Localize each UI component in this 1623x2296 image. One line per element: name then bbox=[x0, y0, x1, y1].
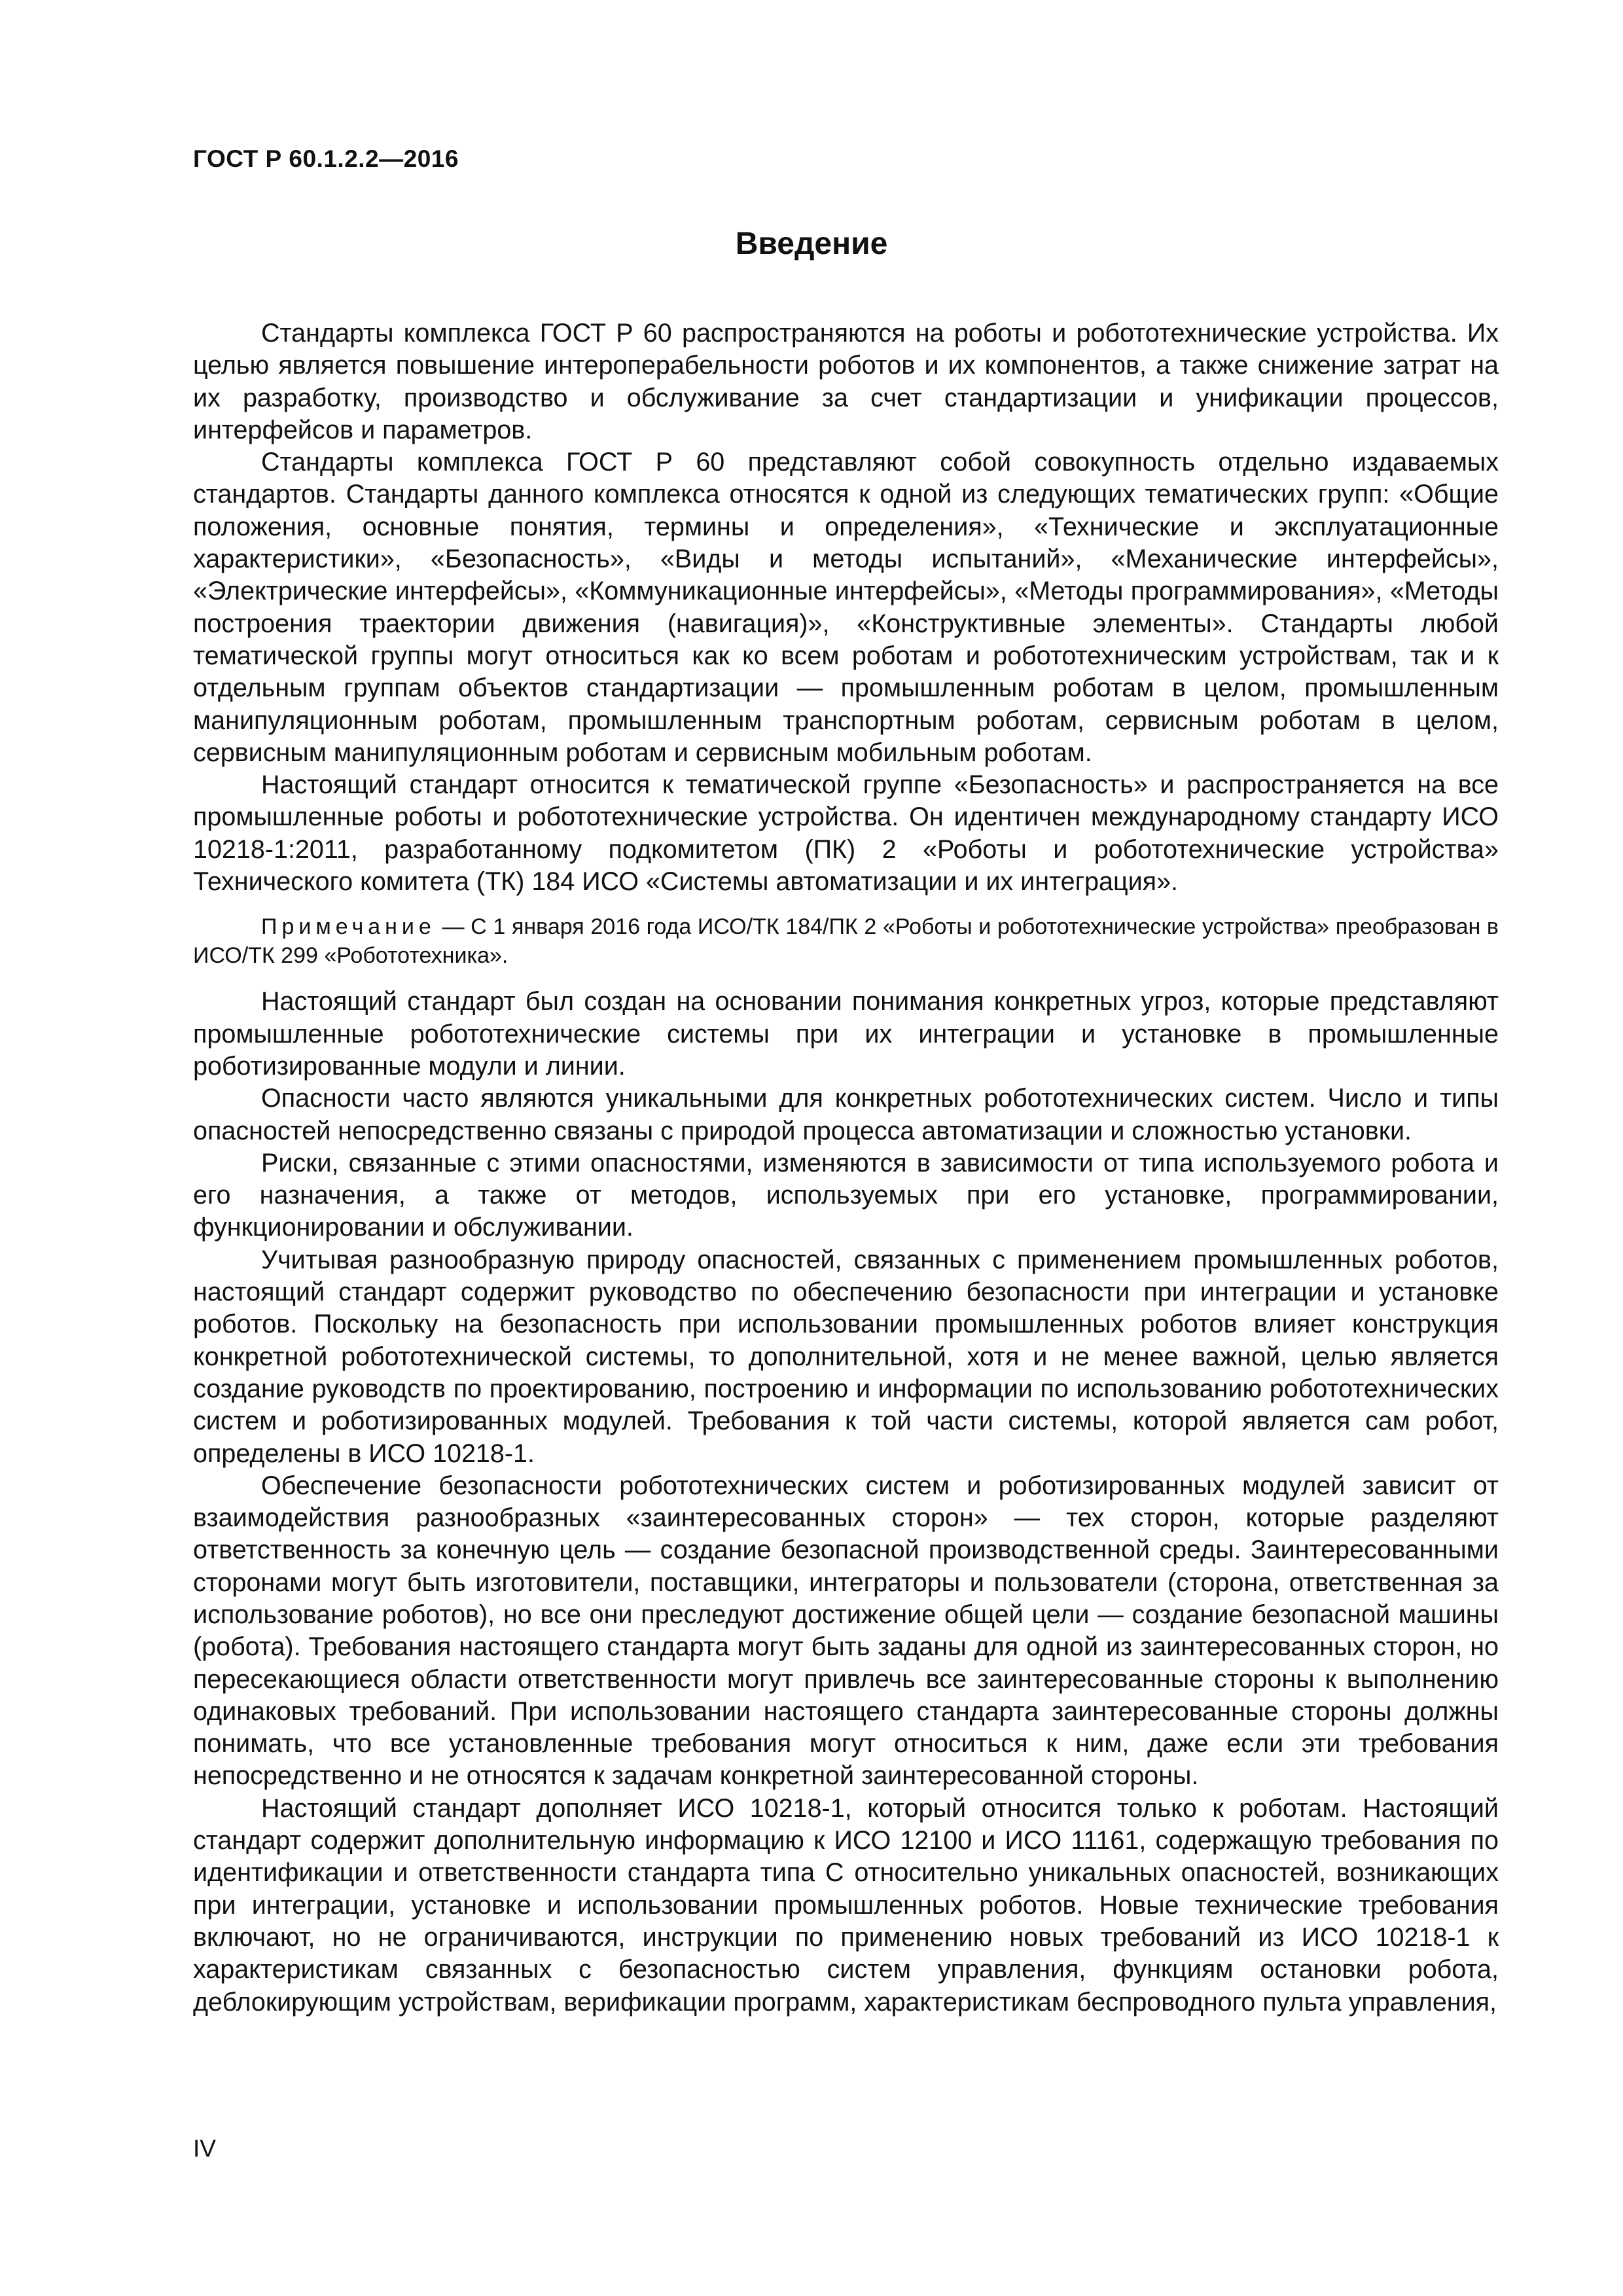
paragraph-hazards: Опасности часто являются уникальными для конкретных робототехнических систем. Число и типы опасностей непосредственно связаны с природой процесса автоматизации и сложностью установки. bbox=[193, 1084, 1499, 1145]
section-title: Введение bbox=[735, 226, 888, 261]
paragraph-scope: Стандарты комплекса ГОСТ Р 60 распространяются на роботы и робототехнические устройства. Их целью является повышение интероперабельности роботов и их компонентов, а также снижение затрат на их разработку, производство и обслуживание за счет стандартизации и унификации процессов, интерфейсов и параметров. bbox=[193, 319, 1499, 444]
note-text: — С 1 января 2016 года ИСО/ТК 184/ПК 2 «Роботы и робототехнические устройства» преобразован в ИСО/ТК 299 «Робототехника». bbox=[193, 914, 1499, 969]
paragraph-threats: Настоящий стандарт был создан на основании понимания конкретных угроз, которые представляют промышленные робототехнические системы при их интеграции и установке в промышленные роботизированные модули и линии. bbox=[193, 987, 1499, 1081]
document-body bbox=[193, 317, 1499, 2018]
note-label: Примечание bbox=[261, 914, 436, 940]
paragraph-risks: Риски, связанные с этими опасностями, изменяются в зависимости от типа используемого робота и его назначения, а также от методов, используемых при его установке, программировании, функционировании и обслуживании. bbox=[193, 1148, 1499, 1242]
document-id-header: ГОСТ Р 60.1.2.2—2016 bbox=[193, 145, 459, 172]
paragraph-guidance: Учитывая разнообразную природу опасностей, связанных с применением промышленных роботов, настоящий стандарт содержит руководство по обеспечению безопасности при интеграции и установке роботов. Поскольку на безопасность при использовании промышленных роботов влияет конструкция конкретной робототехнической системы, то дополнительной, хотя и не менее важной, целью является создание руководств по проектированию, построению и информации по использованию робототехнических систем и роботизированных модулей. Требования к той части системы, которой является сам робот, определены в ИСО 10218-1. bbox=[193, 1245, 1499, 1468]
paragraph-thematic-groups: Стандарты комплекса ГОСТ Р 60 представляют собой совокупность отдельно издаваемых стандартов. Стандарты данного комплекса относятся к одной из следующих тематических групп: «Общие положения, основные понятия, термины и определения», «Технические и эксплуатационные характеристики», «Безопасность», «Виды и методы испытаний», «Механические интерфейсы», «Электрические интерфейсы», «Коммуникационные интерфейсы», «Методы программирования», «Методы построения траектории движения (навигация)», «Конструктивные элементы». Стандарты любой тематической группы могут относиться как ко всем роботам и робототехническим устройствам, так и к отдельным группам объектов стандартизации — промышленным роботам в целом, промышленным манипуляционным роботам, промышленным транспортным роботам, сервисным роботам в целом, сервисным манипуляционным роботам и сервисным мобильным роботам. bbox=[193, 448, 1499, 767]
paragraph-identical-iso: Настоящий стандарт относится к тематической группе «Безопасность» и распространяется на все промышленные роботы и робототехнические устройства. Он идентичен международному стандарту ИСО 10218-1:2011, разработанному подкомитетом (ПК) 2 «Роботы и робототехнические устройства» Технического комитета (ТК) 184 ИСО «Системы автоматизации и их интеграция». bbox=[193, 770, 1499, 897]
page-number: IV bbox=[193, 2135, 216, 2162]
paragraph-supplement: Настоящий стандарт дополняет ИСО 10218-1, который относится только к роботам. Настоящий стандарт содержит дополнительную информацию к ИСО 12100 и ИСО 11161, содержащую требования по идентификации и ответственности стандарта типа С относительно уникальных опасностей, возникающих при интеграции, установке и использовании промышленных роботов. Новые технические требования включают, но не ограничиваются, инструкции по применению новых требований из ИСО 10218-1 к характеристикам связанных с безопасностью систем управления, функциям остановки робота, деблокирующим устройствам, верификации программ, характеристикам беспроводного пульта управления, bbox=[193, 1793, 1499, 2017]
paragraph-stakeholders: Обеспечение безопасности робототехнических систем и роботизированных модулей зависит от взаимодействия разнообразных «заинтересованных сторон» — тех сторон, которые разделяют ответственность за конечную цель — создание безопасной производственной среды. Заинтересованными сторонами могут быть изготовители, поставщики, интеграторы и пользователи (сторона, ответственная за использование роботов), но все они преследуют достижение общей цели — создание безопасной машины (робота). Требования настоящего стандарта могут быть заданы для одной из заинтересованных сторон, но пересекающиеся области ответственности могут привлечь все заинтересованные стороны к выполнению одинаковых требований. При использовании настоящего стандарта заинтересованные стороны должны понимать, что все установленные требования могут относиться к ним, даже если эти требования непосредственно и не относятся к задачам конкретной заинтересованной стороны. bbox=[193, 1471, 1499, 1791]
note bbox=[193, 912, 1499, 970]
